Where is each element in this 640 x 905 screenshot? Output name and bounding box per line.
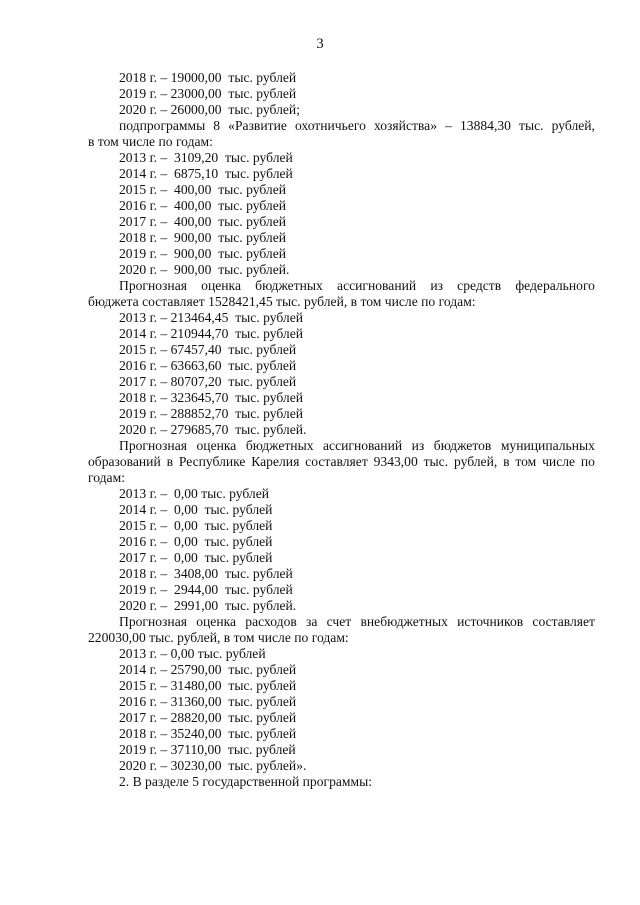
justified-text-line: [88, 278, 595, 294]
word: счет: [326, 614, 352, 629]
text-line-indented: 2018 г. – 323645,70 тыс. рублей: [119, 390, 303, 405]
text-line-indented: 2013 г. – 0,00 тыс. рублей: [119, 486, 270, 501]
text-line-indented: 2015 г. – 400,00 тыс. рублей: [119, 182, 287, 197]
text-line-indented: 2014 г. – 0,00 тыс. рублей: [119, 502, 273, 517]
text-line: годам:: [88, 470, 125, 485]
text-line-indented: 2019 г. – 2944,00 тыс. рублей: [119, 582, 293, 597]
word: том: [515, 454, 537, 469]
text-line-indented: 2. В разделе 5 государственной программы:: [119, 774, 373, 789]
word: «Развитие: [228, 118, 287, 133]
text-line-indented: 2016 г. – 31360,00 тыс. рублей: [119, 694, 297, 709]
text-line-indented: 2017 г. – 80707,20 тыс. рублей: [119, 374, 297, 389]
word: федерального: [515, 278, 595, 293]
justified-text-line: [88, 438, 595, 454]
text-line-indented: 2015 г. – 31480,00 тыс. рублей: [119, 678, 297, 693]
text-line-indented: 2018 г. – 19000,00 тыс. рублей: [119, 70, 297, 85]
word: подпрограммы: [119, 118, 206, 133]
word: Прогнозная: [119, 278, 187, 293]
word: бюджетных: [255, 278, 323, 293]
word: составляет: [532, 614, 595, 629]
word: рублей,: [453, 454, 498, 469]
word: средств: [457, 278, 502, 293]
text-line-indented: 2020 г. – 2991,00 тыс. рублей.: [119, 598, 297, 613]
word: ассигнований: [323, 438, 403, 453]
text-line-indented: 2014 г. – 210944,70 тыс. рублей: [119, 326, 303, 341]
justified-text-line: [88, 454, 595, 470]
word: тыс.: [519, 118, 544, 133]
word: из: [430, 278, 443, 293]
word: 13884,30: [459, 118, 511, 133]
text-line-indented: 2019 г. – 37110,00 тыс. рублей: [119, 742, 296, 757]
word: в: [503, 454, 510, 469]
word: составляет: [305, 454, 368, 469]
word: оценка: [201, 278, 241, 293]
text-line-indented: 2015 г. – 67457,40 тыс. рублей: [119, 342, 297, 357]
word: –: [445, 118, 452, 133]
text-line-indented: 2013 г. – 0,00 тыс. рублей: [119, 646, 266, 661]
word: оценка: [196, 438, 237, 453]
word: числе: [542, 454, 576, 469]
word: Республике: [178, 454, 246, 469]
text-line-indented: 2014 г. – 6875,10 тыс. рублей: [119, 166, 293, 181]
text-line-indented: 2014 г. – 25790,00 тыс. рублей: [119, 662, 297, 677]
justified-text-line: [88, 118, 595, 134]
word: бюджетных: [245, 438, 314, 453]
word: Прогнозная: [119, 614, 187, 629]
text-line-indented: 2016 г. – 400,00 тыс. рублей: [119, 198, 287, 213]
word: бюджетов: [433, 438, 492, 453]
text-line-indented: 2016 г. – 0,00 тыс. рублей: [119, 534, 273, 549]
text-line-indented: 2018 г. – 900,00 тыс. рублей: [119, 230, 287, 245]
document-body: [88, 70, 595, 790]
text-line-indented: 2020 г. – 900,00 тыс. рублей.: [119, 262, 290, 277]
word: за: [306, 614, 318, 629]
text-line-indented: 2019 г. – 900,00 тыс. рублей: [119, 246, 287, 261]
text-line-indented: 2016 г. – 63663,60 тыс. рублей: [119, 358, 297, 373]
word: внебюджетных: [360, 614, 448, 629]
word: муниципальных: [500, 438, 595, 453]
text-line-indented: 2013 г. – 3109,20 тыс. рублей: [119, 150, 293, 165]
text-line-indented: 2020 г. – 30230,00 тыс. рублей».: [119, 758, 307, 773]
word: расходов: [245, 614, 297, 629]
text-line-indented: 2019 г. – 288852,70 тыс. рублей: [119, 406, 303, 421]
word: рублей,: [551, 118, 595, 133]
justified-text-line: [88, 614, 595, 630]
word: в: [166, 454, 173, 469]
text-line-indented: 2020 г. – 26000,00 тыс. рублей;: [119, 102, 300, 117]
word: 8: [213, 118, 221, 133]
text-line: 220030,00 тыс. рублей, в том числе по годам:: [88, 630, 349, 645]
word: 9343,00: [373, 454, 418, 469]
text-line-indented: 2017 г. – 0,00 тыс. рублей: [119, 550, 273, 565]
word: тыс.: [423, 454, 449, 469]
word: ассигнований: [337, 278, 417, 293]
text-line: бюджета составляет 1528421,45 тыс. рублей, в том числе по годам:: [88, 294, 476, 309]
word: источников: [457, 614, 524, 629]
text-line-indented: 2017 г. – 400,00 тыс. рублей: [119, 214, 287, 229]
word: Прогнозная: [119, 438, 187, 453]
word: хозяйства»: [373, 118, 438, 133]
text-line-indented: 2017 г. – 28820,00 тыс. рублей: [119, 710, 297, 725]
text-line-indented: 2015 г. – 0,00 тыс. рублей: [119, 518, 273, 533]
text-line-indented: 2013 г. – 213464,45 тыс. рублей: [119, 310, 303, 325]
word: по: [580, 454, 595, 469]
word: из: [411, 438, 425, 453]
word: Карелия: [251, 454, 300, 469]
page-number: 3: [316, 36, 324, 52]
word: охотничьего: [294, 118, 366, 133]
word: образований: [88, 454, 161, 469]
text-line-indented: 2018 г. – 3408,00 тыс. рублей: [119, 566, 293, 581]
text-line: в том числе по годам:: [88, 134, 213, 149]
text-line-indented: 2020 г. – 279685,70 тыс. рублей.: [119, 422, 307, 437]
word: оценка: [196, 614, 237, 629]
text-line-indented: 2018 г. – 35240,00 тыс. рублей: [119, 726, 297, 741]
text-line-indented: 2019 г. – 23000,00 тыс. рублей: [119, 86, 297, 101]
